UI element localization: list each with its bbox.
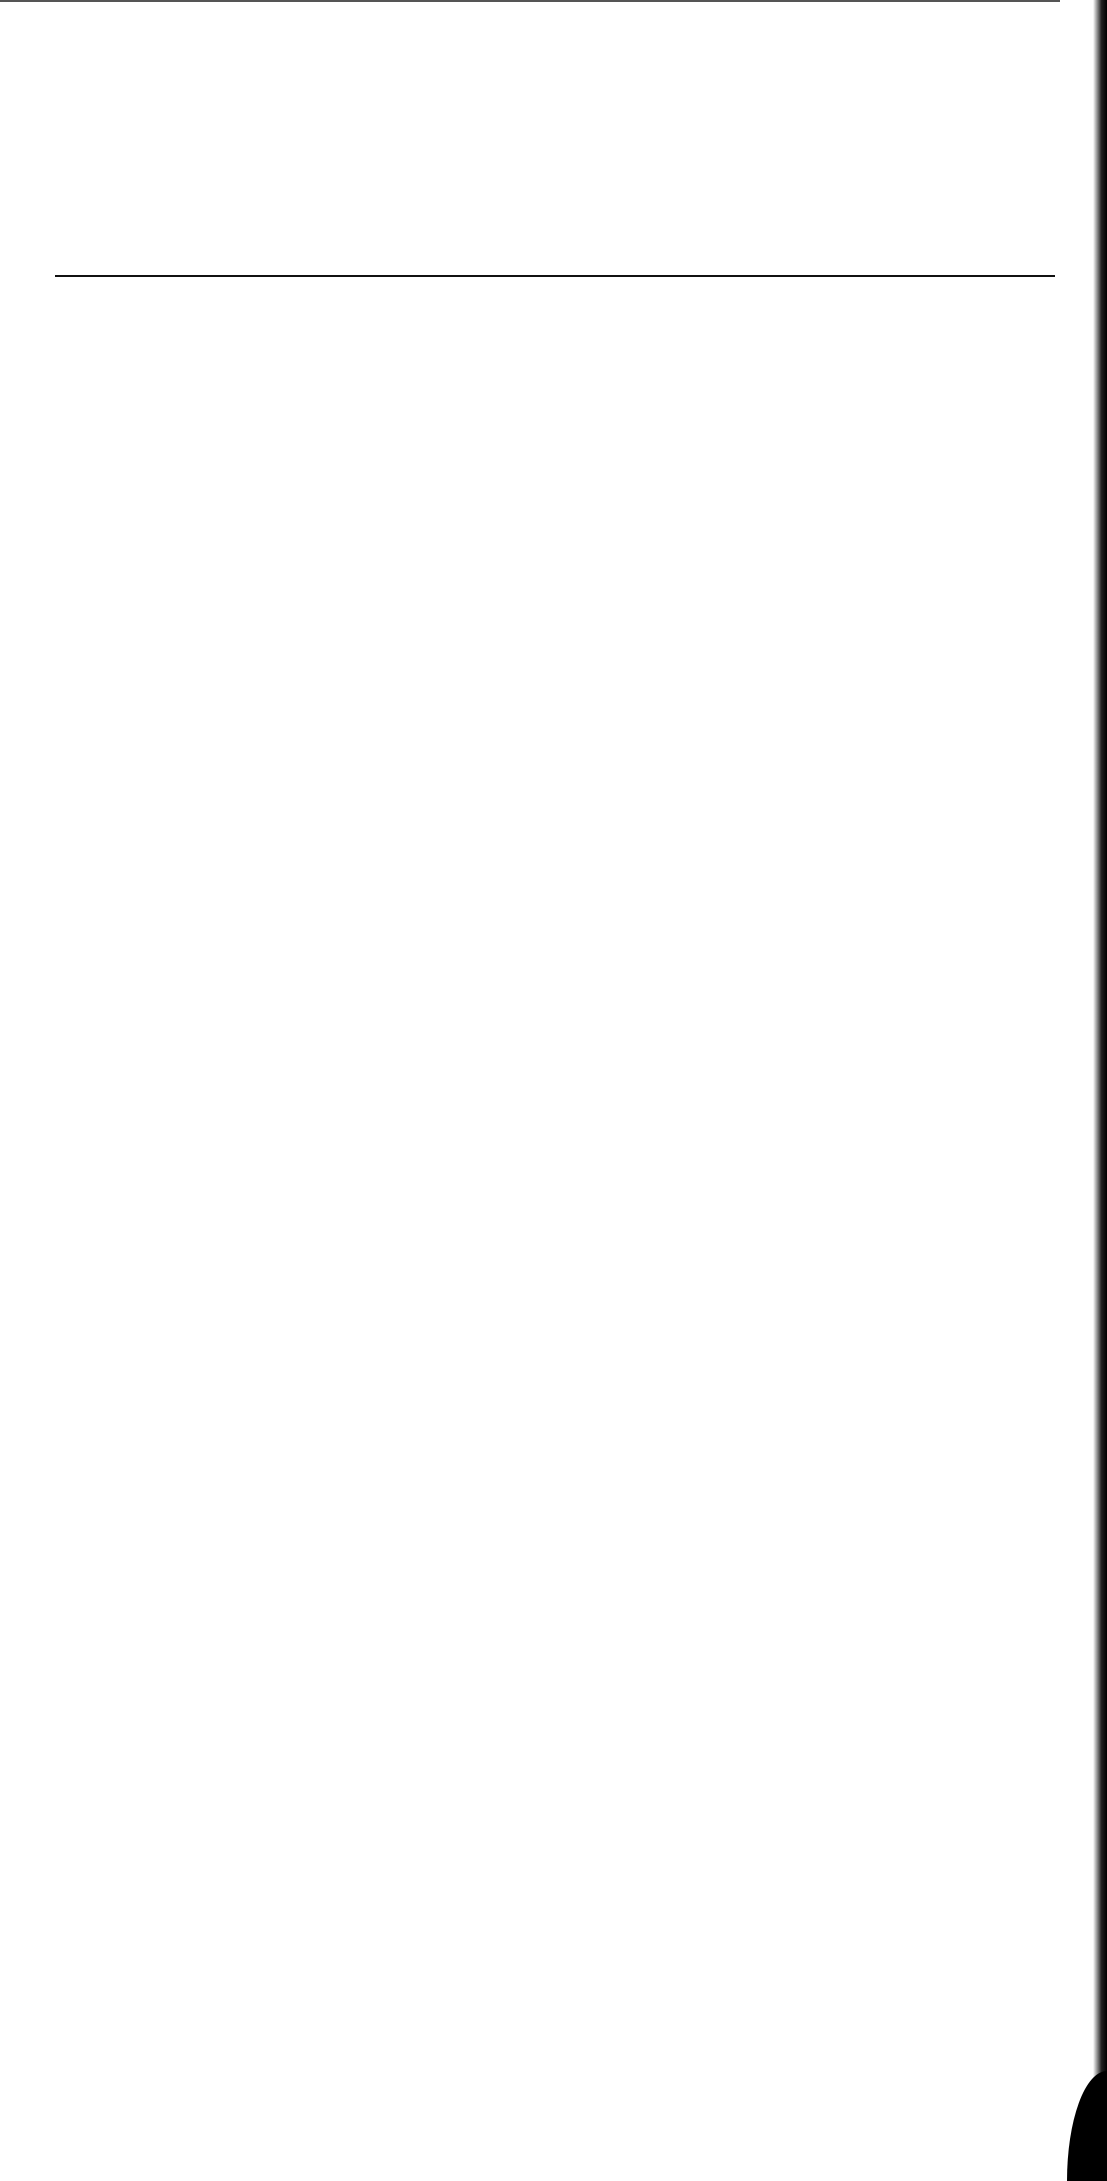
page-corner xyxy=(1067,2071,1107,2181)
section-divider xyxy=(55,275,1055,277)
page-top-edge xyxy=(0,0,1060,2)
page-right-edge xyxy=(1093,0,1107,2181)
